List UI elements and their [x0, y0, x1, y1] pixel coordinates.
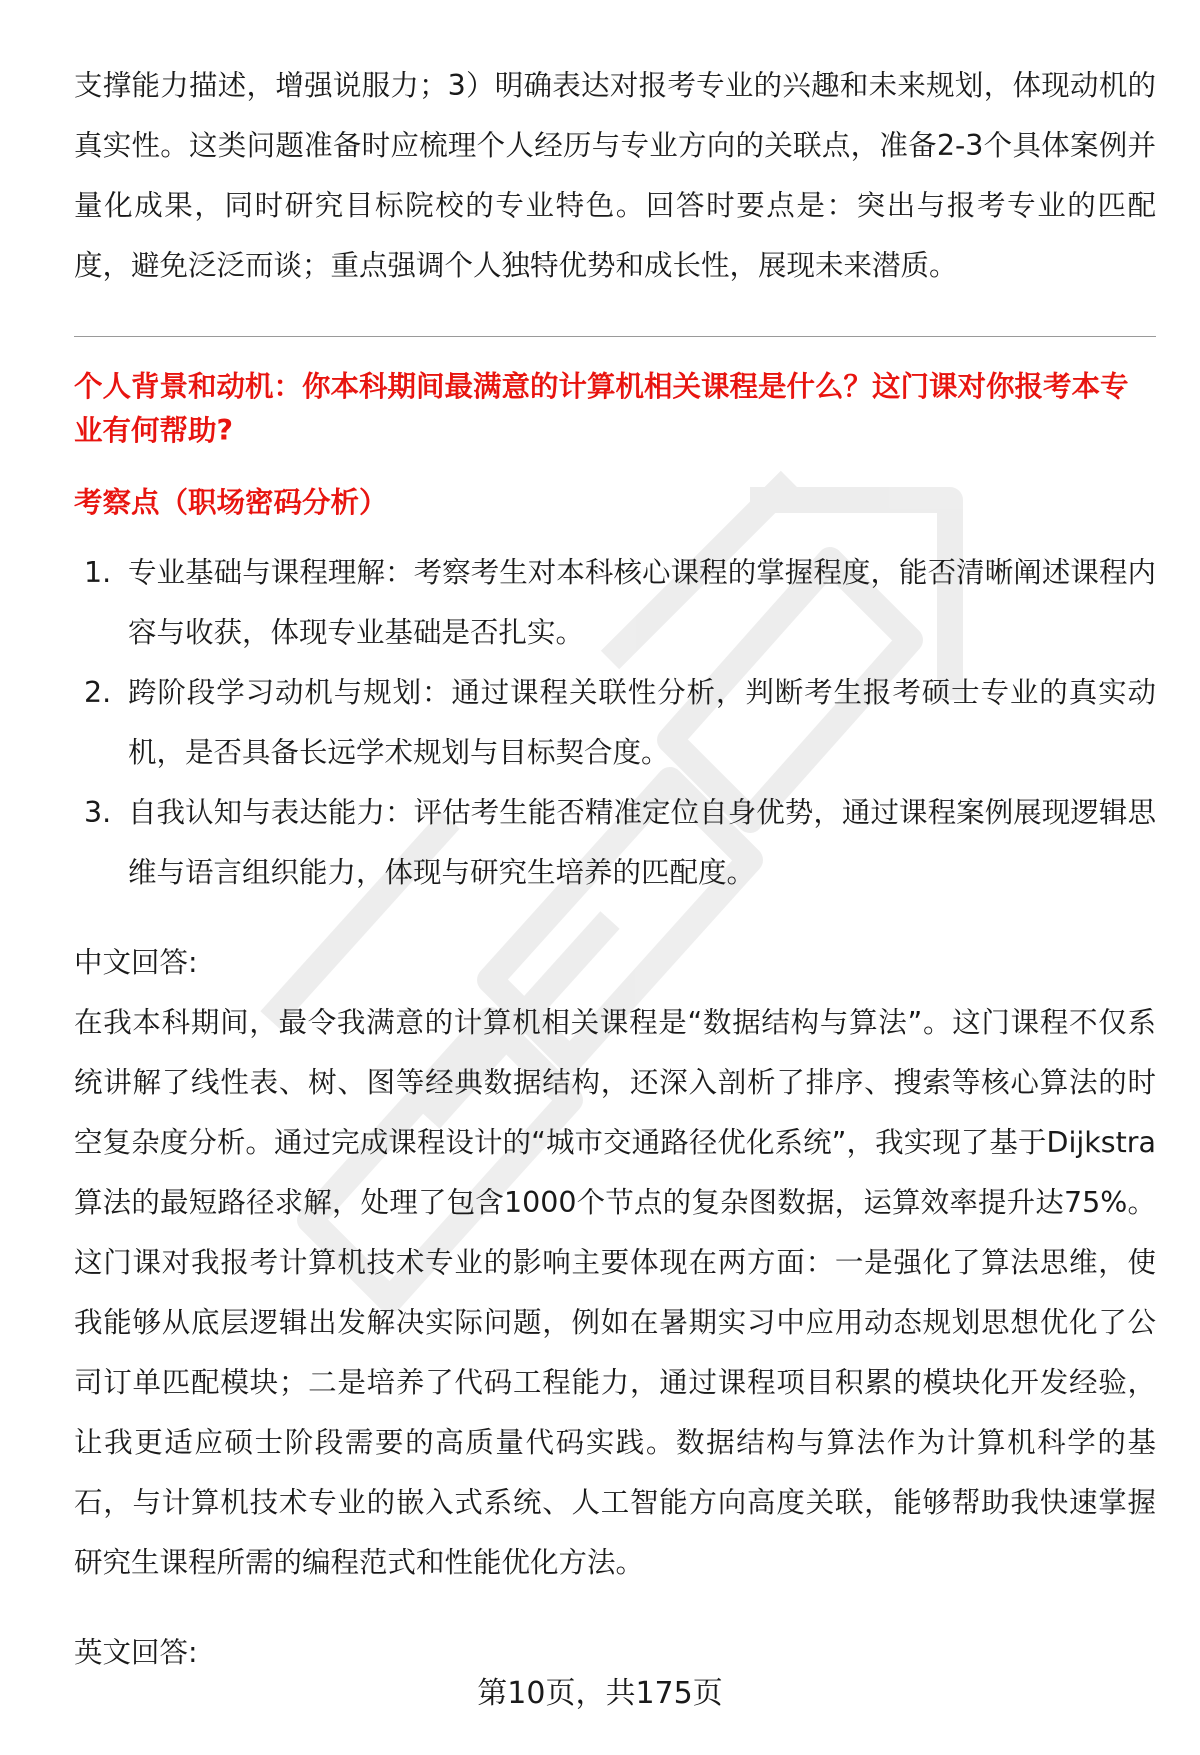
- list-item: [74, 663, 1156, 783]
- document-page: [74, 56, 1156, 1683]
- section-divider: [74, 336, 1156, 337]
- chinese-answer-paragraph: 在我本科期间，最令我满意的计算机相关课程是“数据结构与算法”。这门课程不仅系统讲解了线性表、树、图等经典数据结构，还深入剖析了排序、搜索等核心算法的时空复杂度分析。通过完成课程设计的“城市交通路径优化系统”，我实现了基于Dijkstra算法的最短路径求解，处理了包含1000个节点的复杂图数据，运算效率提升达75%。这门课对我报考计算机技术专业的影响主要体现在两方面：一是强化了算法思维，使我能够从底层逻辑出发解决实际问题，例如在暑期实习中应用动态规划思想优化了公司订单匹配模块；二是培养了代码工程能力，通过课程项目积累的模块化开发经验，让我更适应硕士阶段需要的高质量代码实践。数据结构与算法作为计算机科学的基石，与计算机技术专业的嵌入式系统、人工智能方向高度关联，能够帮助我快速掌握研究生课程所需的编程范式和性能优化方法。: [74, 1006, 1156, 1579]
- page-number-footer: 第10页，共175页: [477, 1676, 723, 1711]
- list-item-text: 自我认知与表达能力：评估考生能否精准定位自身优势，通过课程案例展现逻辑思维与语言组织能力，体现与研究生培养的匹配度。: [128, 796, 1156, 889]
- list-item-number: 3.: [84, 796, 112, 829]
- exam-points-heading: 考察点（职场密码分析）: [74, 486, 388, 519]
- chinese-answer-label: 中文回答:: [74, 946, 198, 979]
- list-item-number: 2.: [84, 676, 112, 709]
- list-item-text: 专业基础与课程理解：考察考生对本科核心课程的掌握程度，能否清晰阐述课程内容与收获，体现专业基础是否扎实。: [128, 556, 1156, 649]
- list-item: [74, 783, 1156, 903]
- list-item: [74, 543, 1156, 663]
- intro-paragraph: 支撑能力描述，增强说服力；3）明确表达对报考专业的兴趣和未来规划，体现动机的真实性。这类问题准备时应梳理个人经历与专业方向的关联点，准备2-3个具体案例并量化成果，同时研究目标院校的专业特色。回答时要点是：突出与报考专业的匹配度，避免泛泛而谈；重点强调个人独特优势和成长性，展现未来潜质。: [74, 69, 1156, 282]
- exam-points-list: [74, 543, 1156, 903]
- english-answer-label: 英文回答:: [74, 1636, 198, 1669]
- list-item-number: 1.: [84, 556, 112, 589]
- question-heading: 个人背景和动机：你本科期间最满意的计算机相关课程是什么？这门课对你报考本专业有何帮助?: [74, 370, 1129, 447]
- list-item-text: 跨阶段学习动机与规划：通过课程关联性分析，判断考生报考硕士专业的真实动机，是否具备长远学术规划与目标契合度。: [128, 676, 1156, 769]
